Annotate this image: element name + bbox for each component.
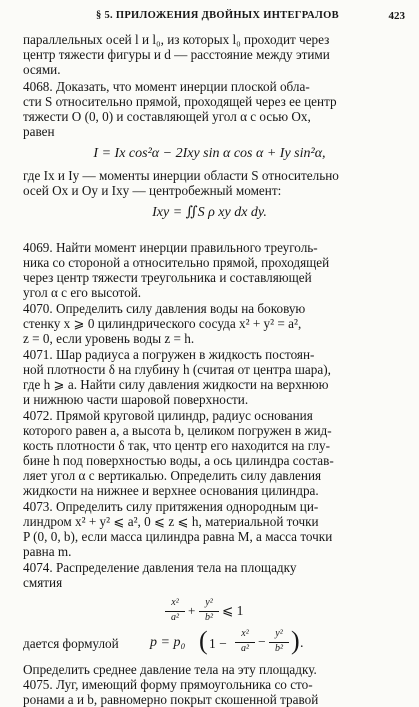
frac-y-num: y² <box>205 597 213 608</box>
formula-inertia: I = Ix cos²α − 2Ixy sin α cos α + Iy sin²α, <box>93 146 326 161</box>
paren-left: ( <box>199 626 208 655</box>
text-line: смятия <box>23 575 63 590</box>
text-line: и нижнюю части шаровой поверхности. <box>23 392 249 407</box>
text-line: угол α с его высотой. <box>23 285 142 300</box>
text-line: осями. <box>23 62 61 77</box>
text-line: где h ⩾ a. Найти силу давления жидкости на верхнюю <box>23 377 329 392</box>
pressure-one: 1 − <box>209 636 227 651</box>
problem-4075-line: 4075. Луг, имеющий форму прямоугольника со сто- <box>23 677 313 692</box>
formula-centrifugal: Ixy = ∬S ρ xy dx dy. <box>152 205 267 220</box>
frac-x-den: a² <box>171 612 179 623</box>
text-line: через центр тяжести треугольника и составляющей <box>23 270 312 285</box>
text-line: ника со стороной a относительно прямой, проходящей <box>23 255 330 270</box>
problem-4069-line: 4069. Найти момент инерции правильного треуголь- <box>23 240 318 255</box>
text-line: ляет угол α с вертикалью. Определить силу давления <box>23 468 322 483</box>
text-line: стенку x ⩾ 0 цилиндрического сосуда x² + y² = a², <box>23 316 302 331</box>
page-number: 423 <box>388 10 405 22</box>
text-line: бине h под поверхностью воды, а ось цилиндра состав- <box>23 453 334 468</box>
frac-x-den: a² <box>241 643 249 654</box>
pressure-prefix: дается формулой <box>23 636 119 651</box>
problem-4070-line: 4070. Определить силу давления воды на боковую <box>23 301 306 316</box>
text-line: равен <box>23 124 55 139</box>
pressure-lhs: p = p₀ <box>150 635 186 650</box>
text-line: параллельных осей l и l₀, из которых l₀ проходит через <box>23 32 330 47</box>
frac-x-num: x² <box>171 597 179 608</box>
period: . <box>300 636 304 651</box>
problem-4068-line: 4068. Доказать, что момент инерции плоской обла- <box>23 79 310 94</box>
paren-right: ) <box>291 626 300 655</box>
text-line: P (0, 0, b), если масса цилиндра равна M, а масса точки <box>23 529 333 544</box>
text-line: жидкости на нижнее и верхнее основания цилиндра. <box>23 483 319 498</box>
minus-sign: − <box>258 634 266 649</box>
text-line: Определить среднее давление тела на эту площадку. <box>23 662 317 677</box>
problem-4071-line: 4071. Шар радиуса a погружен в жидкость постоян- <box>23 347 315 362</box>
text-line: кость плотности δ так, что центр его находится на глу- <box>23 438 331 453</box>
frac-x-num: x² <box>241 628 249 639</box>
problem-4074-line: 4074. Распределение давления тела на площадку <box>23 560 297 575</box>
text-line: линдром x² + y² ⩽ a², 0 ⩽ z ⩽ h, материальной точки <box>23 514 319 529</box>
text-line: тяжести O (0, 0) и составляющей угол α с осью Ox, <box>23 109 311 124</box>
ellipse-rhs: ⩽ 1 <box>222 603 244 618</box>
frac-y-num: y² <box>275 628 283 639</box>
frac-y-den: b² <box>275 643 283 654</box>
plus-sign: + <box>188 603 196 618</box>
text-line: сти S относительно прямой, проходящей через ее центр <box>23 94 337 109</box>
text-line: которого равен a, а высота b, целиком погружен в жид- <box>23 423 332 438</box>
text-line: z = 0, если уровень воды z = h. <box>23 331 195 346</box>
text-line: осей Ox и Oy и Ixy — центробежный момент: <box>23 183 282 198</box>
header-title: § 5. ПРИЛОЖЕНИЯ ДВОЙНЫХ ИНТЕГРАЛОВ <box>96 10 339 21</box>
text-line: равна m. <box>23 544 72 559</box>
text-line: где Ix и Iy — моменты инерции области S относительно <box>23 168 339 183</box>
running-header <box>96 10 405 24</box>
frac-y-den: b² <box>205 612 213 623</box>
problem-4073-line: 4073. Определить силу притяжения однородным ци- <box>23 499 319 514</box>
text-line: ной плотности δ на глубину h (считая от центра шара), <box>23 362 331 377</box>
text-line: центр тяжести фигуры и d — расстояние между этими <box>23 47 330 62</box>
text-line: ронами a и b, равномерно покрыт скошенной травой <box>23 692 319 707</box>
problem-4072-line: 4072. Прямой круговой цилиндр, радиус основания <box>23 408 313 423</box>
